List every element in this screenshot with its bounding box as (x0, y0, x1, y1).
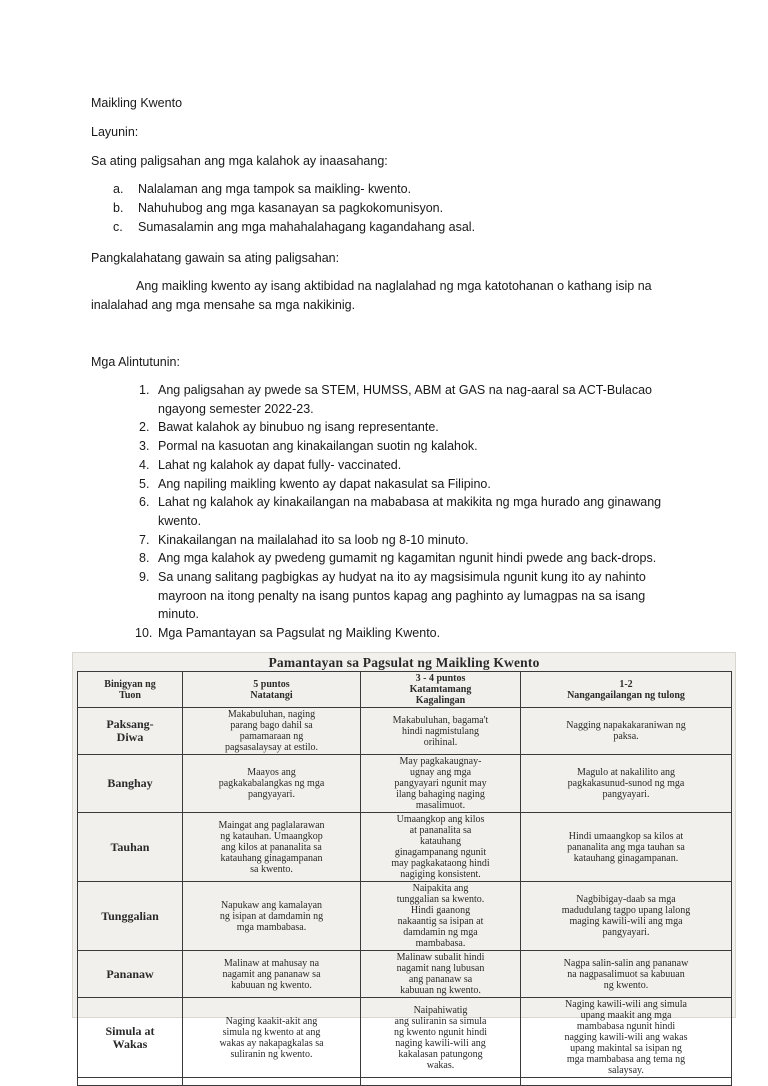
rule-text: Bawat kalahok ay binubuo ng isang representante. (158, 420, 439, 435)
rubric-row (78, 951, 732, 998)
general-line-2: inalalahad ang mga mensahe sa mga nakikinig. (91, 298, 356, 312)
objective-marker: a. (113, 182, 124, 196)
rubric-title: Pamantayan sa Pagsulat ng Maikling Kwento (268, 655, 540, 670)
rubric-table-image (72, 652, 736, 1076)
rubric-blank-row (78, 1078, 732, 1086)
rule-text: mayroon na itong penalty na isang puntos kapag ang paghinto ay lumagpas na sa isang (158, 588, 646, 603)
cell-1-2-points: Nagbibigay-daab sa mga madudulang tagpo upang lalong maging kawili-wili ang mga pangyayari. (521, 882, 732, 951)
rule-text: Lahat ng kalahok ay dapat fully- vaccinated. (158, 457, 402, 472)
rule-marker: 7. (139, 532, 150, 547)
layunin-label: Layunin: (91, 125, 139, 139)
rule-text: Ang mga kalahok ay pwedeng gumamit ng kagamitan ngunit hindi pwede ang back-drops. (158, 551, 657, 566)
rubric-header-row (78, 672, 732, 708)
objective-text: Sumasalamin ang mga mahahalahagang kagandahang asal. (138, 220, 476, 234)
cell-5-points: Naging kaakit-akit ang simula ng kwento at ang wakas ay nakapagkalas sa suliranin ng kwento. (183, 998, 361, 1078)
cell-5-points: Maayos ang pagkakabalangkas ng mga pangyayari. (183, 755, 361, 813)
rule-marker: 3. (139, 439, 150, 454)
cell-1-2-points: Nagpa salin-salin ang pananaw na nagpasalimuot sa kabuuan ng kwento. (521, 951, 732, 998)
rule-text: Ang paligsahan ay pwede sa STEM, HUMSS, ABM at GAS na nag-aaral sa ACT-Bulacao (158, 383, 653, 397)
rule-marker: 9. (139, 570, 150, 584)
general-line-1: Ang maikling kwento ay isang aktibidad na naglalahad ng mga katotohanan o kathang isip na (136, 279, 652, 293)
rule-text: Ang napiling maikling kwento ay dapat nakasulat sa Filipino. (158, 476, 491, 491)
blank-cell (361, 1078, 521, 1086)
rules-label: Mga Alintutunin: (91, 355, 180, 369)
rubric-row (78, 708, 732, 755)
cell-5-points: Makabuluhan, naging parang bago dahil sa pamamaraan ng pagsasalaysay at estilo. (183, 708, 361, 755)
cell-3-4-points: Naipakita ang tunggalian sa kwento. Hindi gaanong nakaantig sa isipan at damdamin ng mga mambabasa. (361, 882, 521, 951)
cell-1-2-points: Hindi umaangkop sa kilos at pananalita ang mga tauhan sa katauhang ginagampanan. (521, 813, 732, 882)
cell-3-4-points: Makabuluhan, bagama't hindi nagmistulang orihinal. (361, 708, 521, 755)
rule-text: Kinakailangan na mailalahad ito sa loob ng 8-10 minuto. (158, 532, 469, 547)
objective-marker: b. (113, 201, 124, 215)
rubric-row (78, 813, 732, 882)
cell-3-4-points: May pagkakaugnay- ugnay ang mga pangyayari ngunit may ilang bahaging naging masalimuot. (361, 755, 521, 813)
rule-text: kwento. (158, 513, 202, 528)
rule-text: ngayong semester 2022-23. (158, 401, 314, 416)
header-1-2-points: 1-2 Nangangailangan ng tulong (521, 672, 732, 708)
cell-1-2-points: Naging kawili-wili ang simula upang maakit ang mga mambabasa ngunit hindi nagging kawili-wili ang wakas upang makintal sa isipan ng mga mambabasa ang tema ng salaysay. (521, 998, 732, 1078)
criterion-cell: Tauhan (78, 813, 183, 882)
objective-text: Nahuhubog ang mga kasanayan sa pagkokomunisyon. (138, 201, 444, 215)
general-label: Pangkalahatang gawain sa ating paligsahan: (91, 251, 340, 265)
rule-text: Lahat ng kalahok ay kinakailangan na mababasa at makikita ng mga hurado ang ginawang (158, 495, 662, 510)
cell-1-2-points: Magulo at nakalilito ang pagkakasunud-sunod ng mga pangyayari. (521, 755, 732, 813)
rule-text: Mga Pamantayan sa Pagsulat ng Maikling Kwento. (158, 626, 441, 641)
cell-3-4-points: Malinaw subalit hindi nagamit nang lubusan ang pananaw sa kabuuan ng kwento. (361, 951, 521, 998)
cell-5-points: Maingat ang paglalarawan ng katauhan. Umaangkop ang kilos at pananalita sa katauhang ginagampanan sa kwento. (183, 813, 361, 882)
criterion-cell: Banghay (78, 755, 183, 813)
intro-text: Sa ating paligsahan ang mga kalahok ay inaasahang: (91, 154, 388, 168)
header-criterion: Binigyan ng Tuon (78, 672, 183, 708)
blank-cell (183, 1078, 361, 1086)
header-3-4-points: 3 - 4 puntos Katamtamang Kagalingan (361, 672, 521, 708)
rubric-row (78, 998, 732, 1078)
document-title: Maikling Kwento (91, 96, 183, 110)
cell-5-points: Malinaw at mahusay na nagamit ang pananaw sa kabuuan ng kwento. (183, 951, 361, 998)
rule-marker: 4. (139, 457, 150, 472)
rule-text: Sa unang salitang pagbigkas ay hudyat na ito ay magsisimula ngunit kung ito ay nahinto (158, 570, 646, 584)
rule-marker: 8. (139, 551, 150, 566)
rule-text: minuto. (158, 607, 199, 622)
header-5-points: 5 puntos Natatangi (183, 672, 361, 708)
criterion-cell: Simula at Wakas (78, 998, 183, 1078)
rule-marker: 10. (135, 626, 153, 641)
criterion-cell: Paksang- Diwa (78, 708, 183, 755)
blank-cell (521, 1078, 732, 1086)
objective-text: Nalalaman ang mga tampok sa maikling- kwento. (138, 182, 412, 196)
objective-marker: c. (113, 220, 123, 234)
blank-cell (78, 1078, 183, 1086)
cell-3-4-points: Naipahiwatig ang suliranin sa simula ng kwento ngunit hindi naging kawili-wili ang kakalasan patungong wakas. (361, 998, 521, 1078)
rule-marker: 1. (139, 383, 150, 397)
rule-text: Pormal na kasuotan ang kinakailangan suotin ng kalahok. (158, 439, 478, 454)
cell-5-points: Napukaw ang kamalayan ng isipan at damdamin ng mga mambabasa. (183, 882, 361, 951)
cell-1-2-points: Nagging napakakaraniwan ng paksa. (521, 708, 732, 755)
rule-marker: 5. (139, 476, 150, 491)
criterion-cell: Pananaw (78, 951, 183, 998)
rule-marker: 6. (139, 495, 150, 510)
criterion-cell: Tunggalian (78, 882, 183, 951)
rubric-row (78, 755, 732, 813)
rule-marker: 2. (139, 420, 150, 435)
cell-3-4-points: Umaangkop ang kilos at pananalita sa katauhang ginagampanang ngunit may pagkakataong hindi nagiging konsistent. (361, 813, 521, 882)
rubric-row (78, 882, 732, 951)
